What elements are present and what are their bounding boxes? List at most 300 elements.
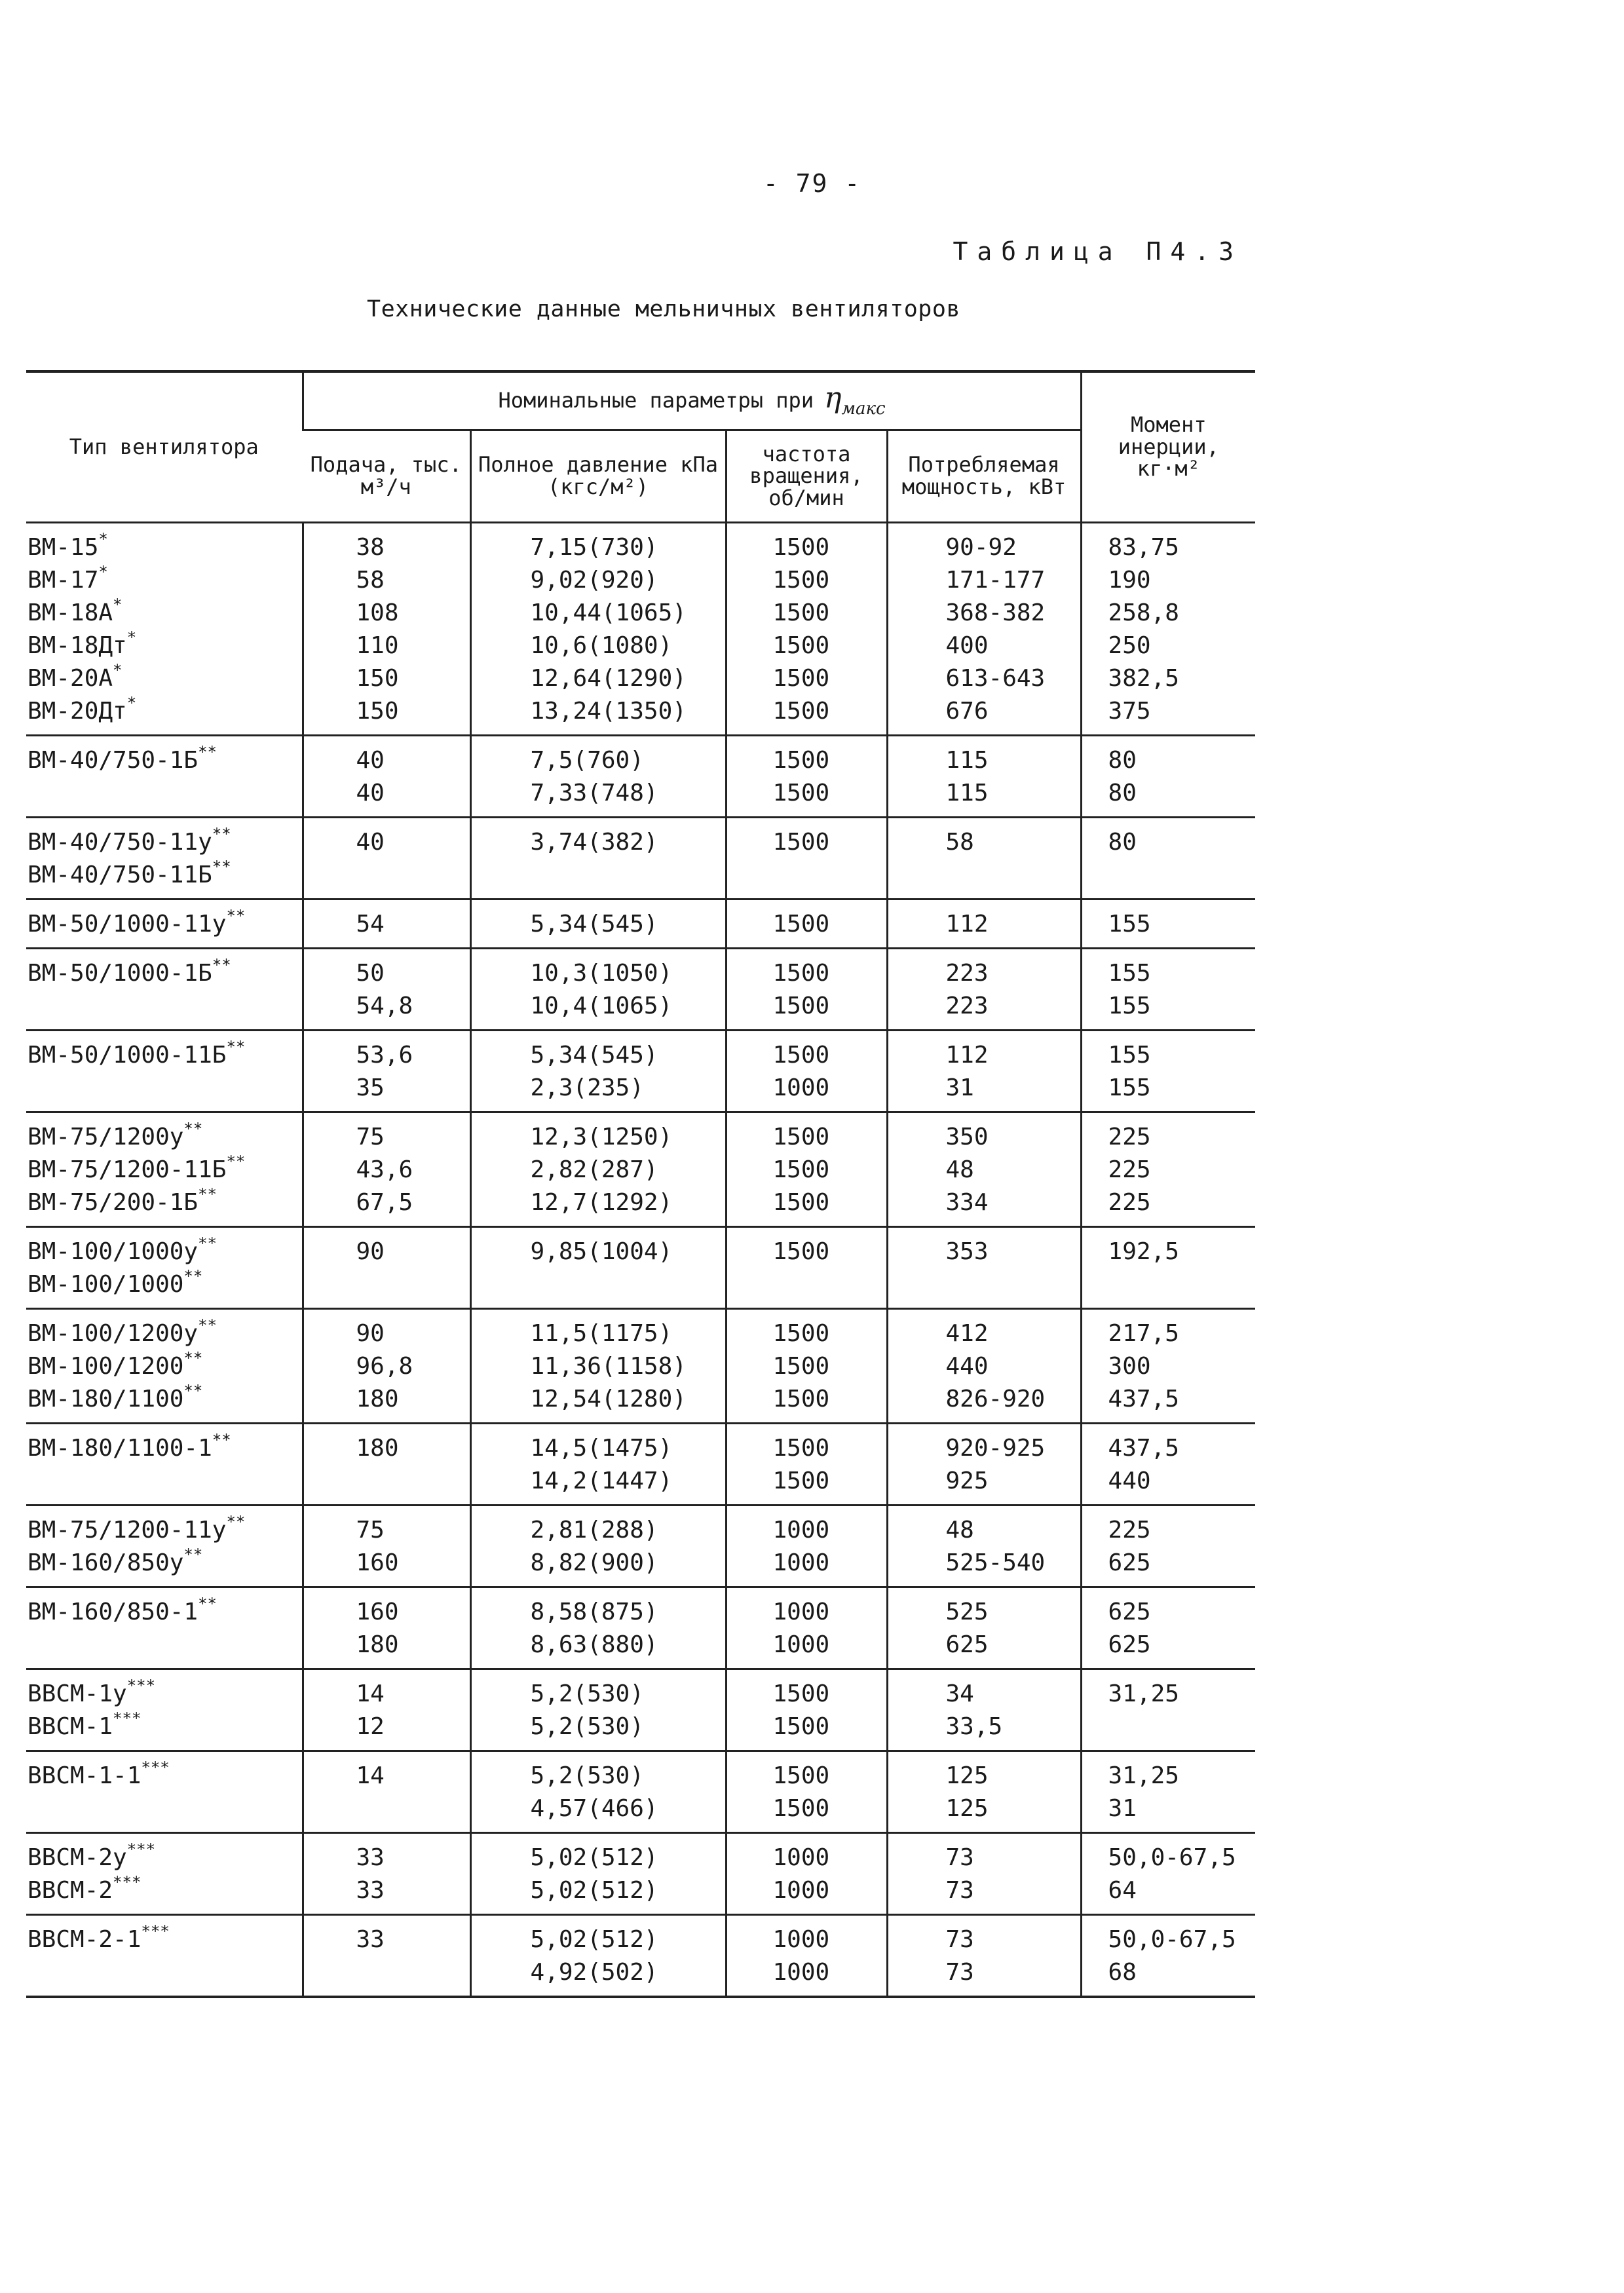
flow-cell	[303, 1112, 470, 1227]
speed-cell	[726, 1031, 887, 1112]
moment-cell	[1081, 949, 1255, 1031]
fan-type	[26, 1711, 302, 1743]
fan-type-name: ВМ-50/1000-11Б	[28, 1042, 227, 1069]
moment-cell-value: 31,25	[1108, 1762, 1179, 1789]
power-cell-value: 920-925	[945, 1435, 1046, 1462]
table-row	[26, 523, 1255, 736]
type-cell	[26, 1669, 303, 1751]
moment-cell-value: 155	[1108, 1042, 1151, 1069]
moment-cell-value: 437,5	[1108, 1386, 1179, 1412]
power-cell	[887, 1309, 1081, 1424]
moment-cell-value: 155	[1108, 993, 1151, 1019]
fan-type-name: ВМ-75/1200у	[28, 1124, 184, 1150]
footnote-mark: **	[226, 907, 246, 925]
power-cell-value: 368-382	[945, 599, 1046, 626]
flow-cell-value: 40	[356, 747, 385, 774]
moment-cell-value: 68	[1108, 1959, 1137, 1986]
pressure-cell-value: 12,3(1250)	[530, 1124, 673, 1150]
moment-cell	[1081, 1227, 1255, 1309]
speed-cell-value: 1000	[772, 1549, 830, 1576]
flow-cell-value: 110	[356, 632, 399, 659]
moment-cell	[1081, 1669, 1255, 1751]
fan-type-name: ВВСМ-2у	[28, 1844, 127, 1871]
speed-cell-value: 1000	[772, 1517, 830, 1544]
flow-cell	[303, 1669, 470, 1751]
header-speed: частота вращения, об/мин	[726, 430, 887, 523]
moment-cell-value: 50,0-67,5	[1108, 1926, 1236, 1953]
footnote-mark: **	[212, 1431, 231, 1449]
fan-type	[26, 1547, 302, 1580]
type-cell	[26, 1424, 303, 1506]
moment-cell-value: 190	[1108, 567, 1151, 594]
flow-cell	[303, 1031, 470, 1112]
fan-type	[26, 1678, 302, 1711]
fan-type-name: ВМ-40/750-11у	[28, 829, 212, 856]
power-cell-value: 73	[945, 1877, 974, 1904]
footnote-mark: *	[113, 596, 123, 614]
speed-cell-value: 1500	[772, 1795, 830, 1822]
pressure-cell	[470, 1424, 726, 1506]
moment-cell-value: 625	[1108, 1631, 1151, 1658]
fan-type	[26, 1154, 302, 1186]
fan-type	[26, 744, 302, 777]
pressure-cell	[470, 1227, 726, 1309]
fan-type-name: ВМ-160/850-1	[28, 1599, 198, 1625]
flow-cell	[303, 1424, 470, 1506]
pressure-cell	[470, 1833, 726, 1915]
type-cell	[26, 900, 303, 949]
power-cell-value: 125	[945, 1795, 989, 1822]
flow-cell-value: 108	[356, 599, 399, 626]
speed-cell-value: 1500	[772, 1189, 830, 1216]
table-body	[26, 523, 1255, 1998]
pressure-cell-value: 4,92(502)	[530, 1959, 658, 1986]
fan-type	[26, 1514, 302, 1547]
flow-cell-value: 54	[356, 911, 385, 938]
flow-cell-value: 14	[356, 1762, 385, 1789]
pressure-cell-value: 7,33(748)	[530, 780, 658, 806]
moment-cell-value: 64	[1108, 1877, 1137, 1904]
footnote-mark: ***	[126, 1840, 156, 1859]
footnote-mark: **	[198, 743, 217, 761]
type-cell	[26, 1751, 303, 1833]
fan-type	[26, 662, 302, 695]
pressure-cell-value: 4,57(466)	[530, 1795, 658, 1822]
speed-cell-value: 1500	[772, 1042, 830, 1069]
flow-cell-value: 35	[356, 1074, 385, 1101]
speed-cell-value: 1500	[772, 993, 830, 1019]
power-cell-value: 115	[945, 747, 989, 774]
pressure-cell-value: 12,64(1290)	[530, 665, 687, 692]
type-cell	[26, 523, 303, 736]
power-cell-value: 90-92	[945, 534, 1017, 561]
moment-cell	[1081, 1506, 1255, 1587]
power-cell-value: 48	[945, 1156, 974, 1183]
footnote-mark: *	[113, 661, 123, 679]
footnote-mark: ***	[141, 1922, 170, 1941]
power-cell-value: 48	[945, 1517, 974, 1544]
moment-cell-value: 625	[1108, 1549, 1151, 1576]
header-nominal-params	[303, 371, 1081, 430]
fan-type	[26, 1760, 302, 1792]
table-caption: Таблица П4.3	[953, 237, 1243, 266]
fan-type	[26, 1842, 302, 1874]
flow-cell-value: 33	[356, 1926, 385, 1953]
table-row	[26, 818, 1255, 900]
speed-cell-value: 1000	[772, 1926, 830, 1953]
power-cell-value: 613-643	[945, 665, 1046, 692]
power-cell-value: 676	[945, 698, 989, 725]
pressure-cell	[470, 1031, 726, 1112]
flow-cell-value: 43,6	[356, 1156, 413, 1183]
flow-cell	[303, 1309, 470, 1424]
speed-cell-value: 1500	[772, 567, 830, 594]
power-cell-value: 223	[945, 960, 989, 987]
speed-cell	[726, 1915, 887, 1998]
power-cell	[887, 1031, 1081, 1112]
moment-cell	[1081, 900, 1255, 949]
speed-cell-value: 1500	[772, 1386, 830, 1412]
speed-cell	[726, 1424, 887, 1506]
fan-type-name: ВМ-50/1000-11у	[28, 911, 227, 938]
moment-cell-value: 50,0-67,5	[1108, 1844, 1236, 1871]
speed-cell-value: 1500	[772, 698, 830, 725]
moment-cell-value: 155	[1108, 1074, 1151, 1101]
pressure-cell-value: 3,74(382)	[530, 829, 658, 856]
footnote-mark: **	[183, 1545, 203, 1564]
moment-cell-value: 31,25	[1108, 1680, 1179, 1707]
power-cell	[887, 1833, 1081, 1915]
speed-cell-value: 1500	[772, 1680, 830, 1707]
moment-cell-value: 31	[1108, 1795, 1137, 1822]
speed-cell	[726, 1669, 887, 1751]
pressure-cell	[470, 818, 726, 900]
footnote-mark: **	[183, 1120, 203, 1138]
speed-cell-value: 1500	[772, 534, 830, 561]
footnote-mark: **	[198, 1234, 217, 1253]
pressure-cell-value: 10,6(1080)	[530, 632, 673, 659]
moment-cell-value: 440	[1108, 1468, 1151, 1494]
pressure-cell-value: 5,02(512)	[530, 1844, 658, 1871]
moment-cell-value: 250	[1108, 632, 1151, 659]
table-row	[26, 900, 1255, 949]
fan-type-name: ВМ-18Дт	[28, 632, 127, 659]
speed-cell-value: 1000	[772, 1599, 830, 1625]
power-cell-value: 334	[945, 1189, 989, 1216]
footnote-mark: **	[212, 858, 231, 876]
fan-type-name: ВМ-180/1100	[28, 1386, 184, 1412]
fan-type-name: ВМ-100/1000	[28, 1271, 184, 1298]
speed-cell-value: 1500	[772, 1124, 830, 1150]
flow-cell-value: 40	[356, 829, 385, 856]
pressure-cell-value: 11,5(1175)	[530, 1320, 673, 1347]
power-cell	[887, 1112, 1081, 1227]
footnote-mark: **	[183, 1349, 203, 1367]
table-row	[26, 1031, 1255, 1112]
flow-cell	[303, 900, 470, 949]
pressure-cell	[470, 1587, 726, 1669]
footnote-mark: ***	[126, 1677, 156, 1695]
flow-cell	[303, 818, 470, 900]
pressure-cell-value: 10,4(1065)	[530, 993, 673, 1019]
moment-cell	[1081, 1112, 1255, 1227]
fan-type	[26, 630, 302, 662]
fan-type	[26, 859, 302, 892]
moment-cell	[1081, 1309, 1255, 1424]
power-cell-value: 112	[945, 911, 989, 938]
pressure-cell-value: 7,5(760)	[530, 747, 644, 774]
power-cell-value: 73	[945, 1959, 974, 1986]
power-cell	[887, 1915, 1081, 1998]
flow-cell	[303, 736, 470, 818]
moment-cell	[1081, 1833, 1255, 1915]
header-pressure: Полное давление кПа (кгс/м²)	[470, 430, 726, 523]
speed-cell	[726, 736, 887, 818]
speed-cell-value: 1500	[772, 665, 830, 692]
fan-type-name: ВМ-75/200-1Б	[28, 1189, 198, 1216]
header-moment: Момент инерции, кг·м²	[1081, 371, 1255, 523]
fan-data-table	[26, 370, 1255, 1998]
power-cell-value: 412	[945, 1320, 989, 1347]
flow-cell	[303, 1833, 470, 1915]
flow-cell-value: 180	[356, 1631, 399, 1658]
footnote-mark: *	[126, 694, 137, 712]
fan-type-name: ВВСМ-1у	[28, 1680, 127, 1707]
speed-cell-value: 1500	[772, 960, 830, 987]
type-cell	[26, 1031, 303, 1112]
flow-cell-value: 67,5	[356, 1189, 413, 1216]
moment-cell-value: 258,8	[1108, 599, 1179, 626]
speed-cell-value: 1000	[772, 1877, 830, 1904]
moment-cell-value: 80	[1108, 747, 1137, 774]
pressure-cell-value: 2,3(235)	[530, 1074, 644, 1101]
flow-cell	[303, 1915, 470, 1998]
moment-cell	[1081, 1424, 1255, 1506]
power-cell-value: 525	[945, 1599, 989, 1625]
fan-type	[26, 1432, 302, 1465]
moment-cell-value: 437,5	[1108, 1435, 1179, 1462]
flow-cell-value: 40	[356, 780, 385, 806]
footnote-mark: *	[98, 530, 108, 548]
moment-cell	[1081, 1031, 1255, 1112]
moment-cell-value: 225	[1108, 1189, 1151, 1216]
power-cell-value: 73	[945, 1844, 974, 1871]
fan-type-name: ВВСМ-2-1	[28, 1926, 142, 1953]
fan-type-name: ВМ-15	[28, 534, 99, 561]
fan-type-name: ВВСМ-1-1	[28, 1762, 142, 1789]
fan-type	[26, 597, 302, 630]
moment-cell-value: 225	[1108, 1517, 1151, 1544]
fan-type	[26, 908, 302, 941]
speed-cell-value: 1500	[772, 1353, 830, 1380]
fan-type	[26, 1923, 302, 1956]
speed-cell-value: 1500	[772, 1762, 830, 1789]
footnote-mark: **	[183, 1382, 203, 1400]
flow-cell-value: 150	[356, 698, 399, 725]
pressure-cell	[470, 523, 726, 736]
header-type: Тип вентилятора	[26, 371, 303, 523]
moment-cell-value: 155	[1108, 960, 1151, 987]
power-cell-value: 353	[945, 1238, 989, 1265]
fan-type-name: ВВСМ-1	[28, 1713, 113, 1740]
pressure-cell-value: 12,54(1280)	[530, 1386, 687, 1412]
pressure-cell	[470, 736, 726, 818]
speed-cell-value: 1500	[772, 1435, 830, 1462]
speed-cell	[726, 818, 887, 900]
flow-cell-value: 90	[356, 1320, 385, 1347]
fan-type	[26, 1874, 302, 1907]
fan-type-name: ВМ-180/1100-1	[28, 1435, 212, 1462]
type-cell	[26, 1506, 303, 1587]
fan-type	[26, 1383, 302, 1416]
footnote-mark: ***	[113, 1873, 142, 1891]
fan-type-name: ВМ-50/1000-1Б	[28, 960, 212, 987]
table-row	[26, 736, 1255, 818]
pressure-cell-value: 14,2(1447)	[530, 1468, 673, 1494]
moment-cell-value: 80	[1108, 780, 1137, 806]
fan-type	[26, 1268, 302, 1301]
fan-type	[26, 957, 302, 990]
page-number: - 79 -	[763, 169, 861, 198]
table-row	[26, 1915, 1255, 1998]
power-cell	[887, 736, 1081, 818]
footnote-mark: ***	[141, 1758, 170, 1777]
flow-cell-value: 33	[356, 1877, 385, 1904]
table-row	[26, 1506, 1255, 1587]
speed-cell-value: 1000	[772, 1959, 830, 1986]
pressure-cell-value: 8,63(880)	[530, 1631, 658, 1658]
moment-cell-value: 155	[1108, 911, 1151, 938]
flow-cell-value: 150	[356, 665, 399, 692]
power-cell-value: 34	[945, 1680, 974, 1707]
fan-type-name: ВМ-100/1200	[28, 1353, 184, 1380]
power-cell-value: 525-540	[945, 1549, 1046, 1576]
type-cell	[26, 1915, 303, 1998]
moment-cell-value: 375	[1108, 698, 1151, 725]
footnote-mark: ***	[113, 1709, 142, 1728]
table-row	[26, 1309, 1255, 1424]
flow-cell	[303, 1751, 470, 1833]
moment-cell-value: 217,5	[1108, 1320, 1179, 1347]
power-cell-value: 112	[945, 1042, 989, 1069]
eta-symbol: $\eta_{макс}$	[824, 381, 886, 419]
speed-cell	[726, 949, 887, 1031]
type-cell	[26, 1227, 303, 1309]
power-cell	[887, 900, 1081, 949]
header-nominal-label: Номинальные параметры при	[498, 388, 814, 413]
power-cell-value: 223	[945, 993, 989, 1019]
speed-cell-value: 1500	[772, 1238, 830, 1265]
footnote-mark: **	[183, 1267, 203, 1285]
pressure-cell-value: 11,36(1158)	[530, 1353, 687, 1380]
moment-cell-value: 625	[1108, 1599, 1151, 1625]
fan-type	[26, 1039, 302, 1072]
speed-cell	[726, 523, 887, 736]
table-title: Технические данные мельничных вентиляторов	[367, 296, 961, 322]
power-cell-value: 58	[945, 829, 974, 856]
fan-type	[26, 1186, 302, 1219]
fan-type	[26, 695, 302, 728]
moment-cell	[1081, 1751, 1255, 1833]
speed-cell-value: 1500	[772, 747, 830, 774]
pressure-cell	[470, 1112, 726, 1227]
speed-cell-value: 1500	[772, 1713, 830, 1740]
moment-cell	[1081, 736, 1255, 818]
flow-cell	[303, 949, 470, 1031]
fan-type-name: ВМ-75/1200-11Б	[28, 1156, 227, 1183]
flow-cell-value: 50	[356, 960, 385, 987]
pressure-cell-value: 5,02(512)	[530, 1877, 658, 1904]
fan-type-name: ВМ-160/850у	[28, 1549, 184, 1576]
pressure-cell	[470, 1669, 726, 1751]
pressure-cell-value: 2,81(288)	[530, 1517, 658, 1544]
power-cell-value: 625	[945, 1631, 989, 1658]
power-cell-value: 826-920	[945, 1386, 1046, 1412]
moment-cell-value: 192,5	[1108, 1238, 1179, 1265]
moment-cell	[1081, 523, 1255, 736]
speed-cell	[726, 1587, 887, 1669]
pressure-cell-value: 5,02(512)	[530, 1926, 658, 1953]
power-cell	[887, 818, 1081, 900]
flow-cell-value: 180	[356, 1435, 399, 1462]
pressure-cell-value: 10,3(1050)	[530, 960, 673, 987]
flow-cell	[303, 523, 470, 736]
pressure-cell-value: 5,2(530)	[530, 1713, 644, 1740]
pressure-cell	[470, 1309, 726, 1424]
fan-type	[26, 1121, 302, 1154]
power-cell-value: 171-177	[945, 567, 1046, 594]
footnote-mark: **	[226, 1513, 246, 1531]
speed-cell	[726, 1112, 887, 1227]
power-cell-value: 440	[945, 1353, 989, 1380]
speed-cell-value: 1500	[772, 780, 830, 806]
speed-cell-value: 1500	[772, 599, 830, 626]
power-cell	[887, 1424, 1081, 1506]
speed-cell	[726, 1227, 887, 1309]
fan-type-name: ВМ-40/750-1Б	[28, 747, 198, 774]
flow-cell-value: 58	[356, 567, 385, 594]
moment-cell-value: 382,5	[1108, 665, 1179, 692]
pressure-cell	[470, 1915, 726, 1998]
moment-cell-value: 83,75	[1108, 534, 1179, 561]
moment-cell-value: 225	[1108, 1124, 1151, 1150]
fan-type-name: ВМ-100/1000у	[28, 1238, 198, 1265]
flow-cell-value: 160	[356, 1599, 399, 1625]
header-flow: Подача, тыс. м³/ч	[303, 430, 470, 523]
power-cell-value: 925	[945, 1468, 989, 1494]
fan-type-name: ВМ-17	[28, 567, 99, 594]
table-row	[26, 1751, 1255, 1833]
fan-type-name: ВВСМ-2	[28, 1877, 113, 1904]
pressure-cell-value: 12,7(1292)	[530, 1189, 673, 1216]
table-row	[26, 1587, 1255, 1669]
speed-cell-value: 1500	[772, 911, 830, 938]
flow-cell	[303, 1587, 470, 1669]
type-cell	[26, 1587, 303, 1669]
speed-cell	[726, 1751, 887, 1833]
speed-cell-value: 1500	[772, 1320, 830, 1347]
moment-cell-value: 225	[1108, 1156, 1151, 1183]
pressure-cell	[470, 949, 726, 1031]
table-row	[26, 949, 1255, 1031]
moment-cell-value: 300	[1108, 1353, 1151, 1380]
footnote-mark: **	[226, 1038, 246, 1056]
flow-cell	[303, 1506, 470, 1587]
speed-cell-value: 1500	[772, 829, 830, 856]
power-cell-value: 125	[945, 1762, 989, 1789]
power-cell-value: 400	[945, 632, 989, 659]
flow-cell	[303, 1227, 470, 1309]
